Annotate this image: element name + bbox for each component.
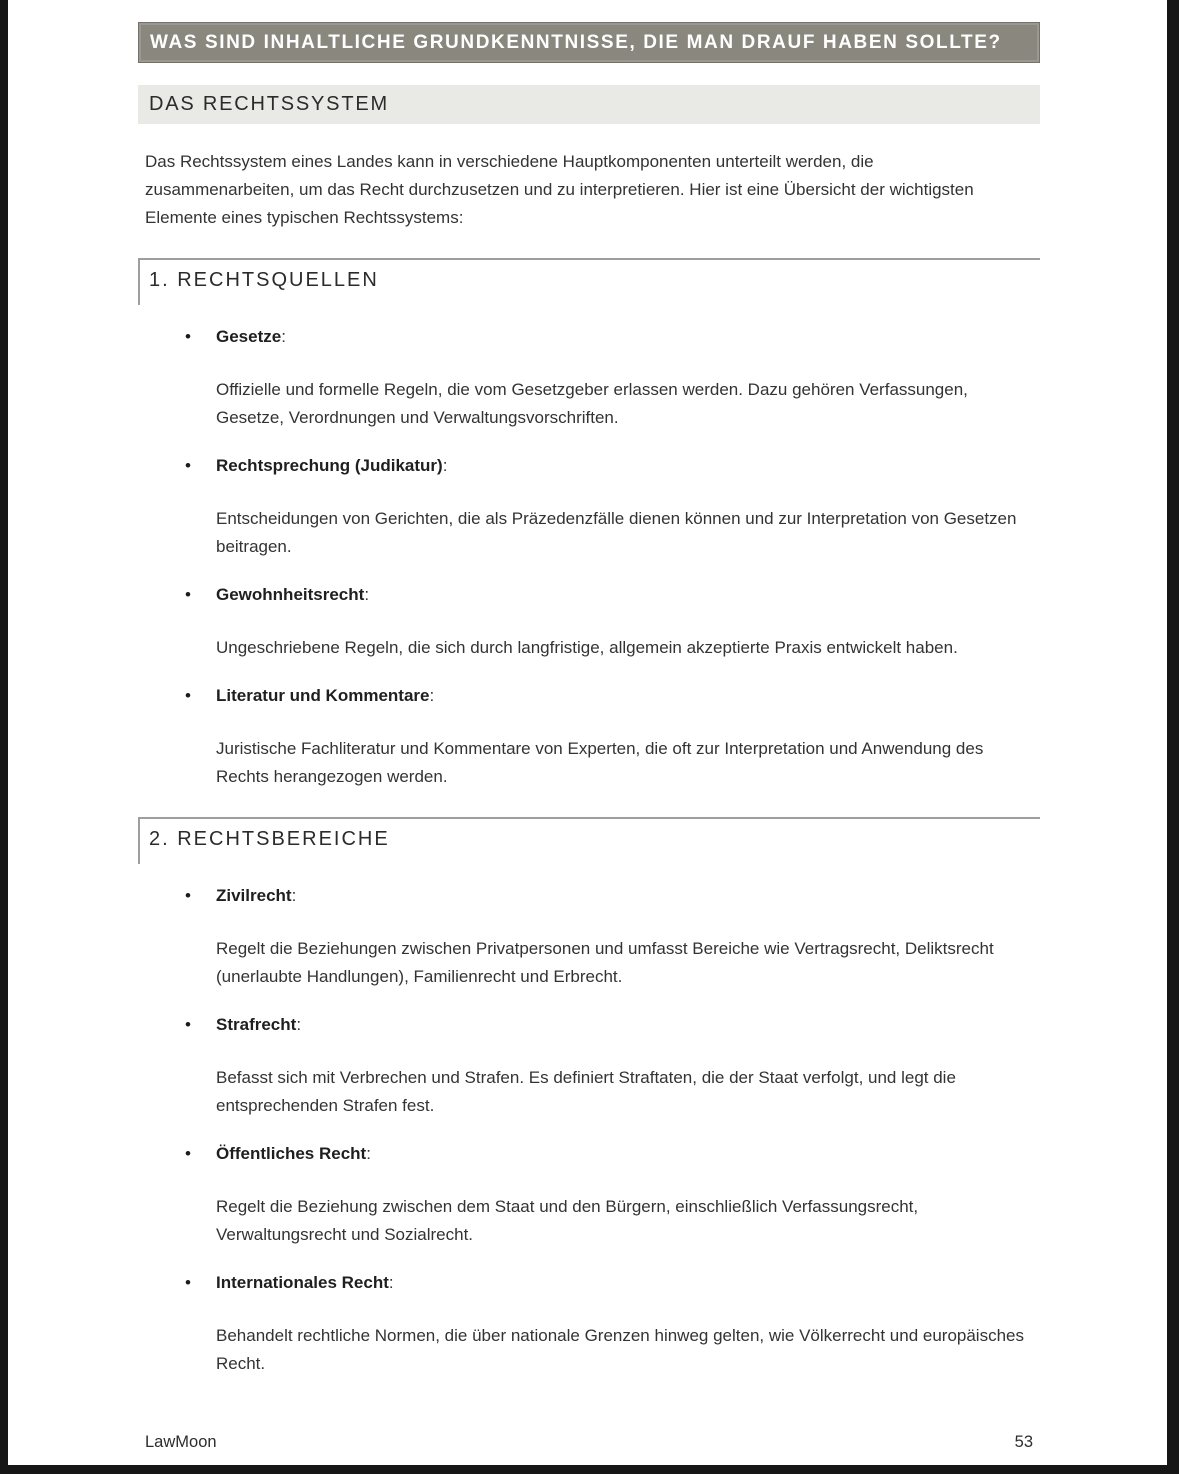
screen-edge-left <box>0 0 8 1474</box>
term-definition: Juristische Fachliteratur und Kommentare von Experten, die oft zur Interpretation und Anwendung des Rechts herangezogen werden. <box>216 739 984 786</box>
bullet-icon: • <box>185 585 191 604</box>
term-label: Gesetze <box>216 327 282 346</box>
list-item-term-row <box>138 885 1040 907</box>
footer-brand: LawMoon <box>145 1433 217 1451</box>
term-label: Literatur und Kommentare <box>216 686 430 705</box>
page-footer <box>145 1433 1033 1452</box>
term-definition: Ungeschriebene Regeln, die sich durch langfristige, allgemein akzeptierte Praxis entwickelt haben. <box>216 638 958 657</box>
page-title: WAS SIND INHALTLICHE GRUNDKENNTNISSE, DIE MAN DRAUF HABEN SOLLTE? <box>150 31 1002 53</box>
term-colon: : <box>366 1144 371 1163</box>
section-rechtsquellen-list <box>138 326 1040 791</box>
bullet-icon: • <box>185 686 191 705</box>
list-item-term-row <box>138 455 1040 477</box>
intro-paragraph: Das Rechtssystem eines Landes kann in verschiedene Hauptkomponenten unterteilt werden, die zusammenarbeiten, um das Recht durchzusetzen und zu interpretieren. Hier ist eine Übersicht der wichtigsten Elemente eines typischen Rechtssystems: <box>145 152 974 227</box>
page-title-banner <box>138 22 1040 63</box>
term-label: Strafrecht <box>216 1015 297 1034</box>
term-colon: : <box>429 686 435 705</box>
term-label: Internationales Recht <box>216 1273 389 1292</box>
screen-edge-bottom <box>0 1465 1179 1474</box>
section-title-banner <box>138 85 1040 124</box>
bullet-icon: • <box>185 886 191 905</box>
bullet-icon: • <box>185 1273 191 1292</box>
section-heading-rechtsquellen: 1. RECHTSQUELLEN <box>138 258 1040 305</box>
screen-edge-right <box>1167 0 1179 1474</box>
list-item <box>138 1143 1040 1249</box>
list-item <box>138 1014 1040 1120</box>
term-definition: Offizielle und formelle Regeln, die vom Gesetzgeber erlassen werden. Dazu gehören Verfassungen, Gesetze, Verordnungen und Verwaltungsvorschriften. <box>216 380 968 427</box>
term-label: Rechtsprechung (Judikatur) <box>216 456 443 475</box>
list-item-term-row <box>138 326 1040 348</box>
bullet-icon: • <box>185 1144 191 1163</box>
list-item-term-row <box>138 1014 1040 1036</box>
section-title: DAS RECHTSSYSTEM <box>149 93 389 115</box>
term-colon: : <box>364 585 370 604</box>
list-item <box>138 584 1040 662</box>
footer-page-number: 53 <box>1014 1433 1033 1451</box>
term-definition: Regelt die Beziehungen zwischen Privatpersonen und umfasst Bereiche wie Vertragsrecht, Deliktsrecht (unerlaubte Handlungen), Familienrecht und Erbrecht. <box>216 939 994 986</box>
list-item <box>138 1272 1040 1378</box>
list-item <box>138 885 1040 991</box>
term-colon: : <box>442 456 448 475</box>
term-definition: Regelt die Beziehung zwischen dem Staat und den Bürgern, einschließlich Verfassungsrecht, Verwaltungsrecht und Sozialrecht. <box>216 1197 919 1244</box>
term-colon: : <box>281 327 286 346</box>
list-item <box>138 326 1040 432</box>
bullet-icon: • <box>185 1015 191 1034</box>
bullet-icon: • <box>185 456 191 475</box>
list-item-term-row <box>138 1143 1040 1165</box>
term-definition: Befasst sich mit Verbrechen und Strafen. Es definiert Straftaten, die der Staat verfolgt, und legt die entsprechenden Strafen fest. <box>216 1068 956 1115</box>
term-label: Öffentliches Recht <box>216 1144 367 1163</box>
document-page <box>138 0 1040 1401</box>
term-colon: : <box>388 1273 394 1292</box>
section-heading-rechtsbereiche: 2. RECHTSBEREICHE <box>138 817 1040 864</box>
term-label: Zivilrecht <box>216 886 292 905</box>
term-definition: Behandelt rechtliche Normen, die über nationale Grenzen hinweg gelten, wie Völkerrecht und europäisches Recht. <box>216 1326 1024 1373</box>
term-colon: : <box>291 886 297 905</box>
term-label: Gewohnheitsrecht <box>216 585 365 604</box>
bullet-icon: • <box>185 327 191 346</box>
section-rechtsbereiche-list <box>138 885 1040 1378</box>
term-definition: Entscheidungen von Gerichten, die als Präzedenzfälle dienen können und zur Interpretation von Gesetzen beitragen. <box>216 509 1017 556</box>
list-item-term-row <box>138 685 1040 707</box>
list-item <box>138 685 1040 791</box>
list-item-term-row <box>138 584 1040 606</box>
list-item-term-row <box>138 1272 1040 1294</box>
term-colon: : <box>296 1015 302 1034</box>
list-item <box>138 455 1040 561</box>
